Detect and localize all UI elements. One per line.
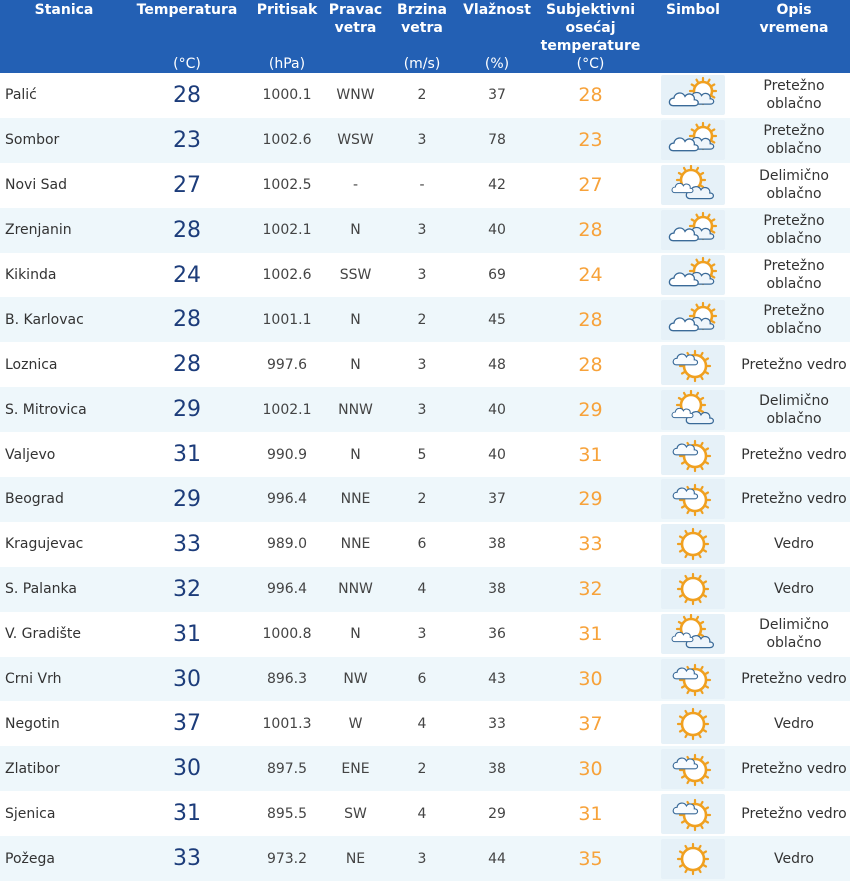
temperature-value: 28	[173, 307, 201, 333]
weather-description-line2: oblačno	[766, 276, 822, 292]
header-temperature	[128, 0, 246, 73]
header-description-line1: Opis	[776, 2, 812, 18]
temperature-value: 31	[173, 801, 201, 827]
station-name: Sjenica	[5, 805, 56, 822]
weather-description-line2: oblačno	[766, 141, 822, 158]
pressure-value: 989.0	[266, 536, 308, 553]
pressure-value: 996.4	[266, 491, 308, 508]
pressure-value: 1001.3	[262, 715, 312, 732]
header-pressure-unit: (hPa)	[268, 56, 306, 72]
header-wind-direction-line1: Pravac	[328, 2, 383, 18]
header-humidity	[461, 0, 533, 73]
feels-like-value: 27	[578, 174, 603, 197]
weather-description-line1: Vedro	[773, 581, 814, 598]
humidity-value: 38	[488, 536, 506, 553]
feels-like-value: 37	[578, 712, 603, 735]
station-name: B. Karlovac	[5, 311, 84, 328]
weather-description-line1: Pretežno vedro	[741, 671, 847, 688]
feels-like-value: 31	[578, 623, 603, 646]
wind-speed-value: 3	[417, 222, 427, 239]
pressure-value: 1001.1	[262, 311, 312, 328]
temperature-value: 31	[173, 442, 201, 468]
header-wind-speed-unit: (m/s)	[403, 56, 441, 72]
mostly-cloudy-icon	[661, 120, 725, 160]
wind-speed-value: 2	[417, 87, 427, 104]
weather-description	[738, 567, 850, 612]
weather-symbol-cell	[648, 612, 738, 657]
wind-direction-value: N	[350, 446, 361, 463]
wind-direction-value: N	[350, 356, 361, 373]
humidity-value: 36	[488, 626, 506, 643]
humidity-value: 40	[488, 222, 506, 239]
humidity-value: 38	[488, 760, 506, 777]
pressure-value: 996.4	[266, 581, 308, 598]
weather-description-line1: Pretežno	[763, 123, 825, 140]
header-station-label: Stanica	[34, 2, 94, 18]
header-feels-like	[533, 0, 648, 73]
wind-speed-value: 3	[417, 267, 427, 283]
mostly-clear-icon	[661, 794, 725, 834]
weather-description	[738, 118, 850, 163]
wind-direction-value: NNW	[338, 581, 373, 598]
wind-direction-value: NNE	[340, 491, 371, 508]
weather-symbol-cell	[648, 342, 738, 387]
table-row	[0, 836, 850, 881]
table-row	[0, 612, 850, 657]
weather-symbol-cell	[648, 791, 738, 836]
wind-direction-value: N	[350, 222, 361, 239]
station-name: Palić	[5, 87, 37, 104]
feels-like-value: 32	[578, 578, 603, 601]
wind-speed-value: 5	[417, 446, 427, 463]
pressure-value: 897.5	[266, 760, 308, 777]
weather-description	[738, 297, 850, 342]
table-row	[0, 432, 850, 477]
header-pressure-label: Pritisak	[256, 2, 318, 18]
humidity-value: 78	[488, 132, 506, 149]
wind-speed-value: 2	[417, 760, 427, 777]
weather-description-line1: Vedro	[773, 715, 814, 732]
weather-symbol-cell	[648, 567, 738, 612]
station-name: Beograd	[5, 491, 64, 508]
pressure-value: 1002.6	[262, 267, 312, 283]
wind-direction-value: -	[352, 177, 359, 194]
wind-speed-value: 2	[417, 491, 427, 508]
humidity-value: 42	[488, 177, 506, 194]
weather-description	[738, 387, 850, 432]
temperature-value: 33	[173, 846, 201, 872]
table-body	[0, 73, 850, 881]
station-name: S. Mitrovica	[5, 401, 87, 418]
wind-direction-value: SSW	[339, 267, 372, 283]
weather-description-line2: oblačno	[766, 231, 822, 248]
weather-description-line2: oblačno	[766, 186, 822, 203]
pressure-value: 1002.5	[262, 177, 312, 194]
header-feels-like-line2: osećaj	[565, 20, 616, 36]
wind-direction-value: NE	[345, 850, 366, 867]
weather-description	[738, 522, 850, 567]
feels-like-value: 29	[578, 398, 603, 421]
mostly-cloudy-icon	[661, 255, 725, 295]
humidity-value: 33	[488, 715, 506, 732]
humidity-value: 37	[488, 491, 506, 508]
weather-description	[738, 612, 850, 657]
temperature-value: 32	[173, 576, 201, 602]
weather-symbol-cell	[648, 432, 738, 477]
header-wind-speed-line2: vetra	[401, 20, 443, 36]
wind-speed-value: 3	[417, 356, 427, 373]
header-feels-like-unit: (°C)	[576, 56, 605, 72]
weather-symbol-cell	[648, 118, 738, 163]
table-row	[0, 118, 850, 163]
pressure-value: 973.2	[266, 850, 308, 867]
weather-description-line1: Delimično	[759, 168, 829, 185]
feels-like-value: 23	[578, 129, 603, 152]
table-row	[0, 701, 850, 746]
weather-symbol-cell	[648, 746, 738, 791]
table-row	[0, 567, 850, 612]
weather-description-line1: Delimično	[759, 392, 829, 409]
wind-direction-value: ENE	[341, 760, 370, 777]
weather-symbol-cell	[648, 522, 738, 567]
wind-direction-value: WSW	[337, 132, 374, 149]
table-row	[0, 73, 850, 118]
header-feels-like-line3: temperature	[540, 38, 641, 54]
temperature-value: 28	[173, 352, 201, 378]
weather-symbol-cell	[648, 297, 738, 342]
feels-like-value: 35	[578, 847, 603, 870]
feels-like-value: 28	[578, 308, 603, 331]
humidity-value: 40	[488, 401, 506, 418]
header-description-line2: vremena	[759, 20, 829, 36]
weather-symbol-cell	[648, 163, 738, 208]
weather-description-line1: Pretežno vedro	[741, 805, 847, 822]
station-name: Loznica	[5, 356, 58, 373]
station-name: Negotin	[5, 715, 60, 732]
table-row	[0, 657, 850, 702]
humidity-value: 48	[488, 356, 506, 373]
temperature-value: 29	[173, 486, 201, 512]
wind-speed-value: 3	[417, 626, 427, 643]
header-humidity-unit: (%)	[484, 56, 510, 72]
station-name: S. Palanka	[5, 581, 77, 598]
weather-description-line2: oblačno	[766, 320, 822, 337]
station-name: Zlatibor	[5, 760, 60, 777]
header-wind-direction-line2: vetra	[334, 20, 377, 36]
table-row	[0, 208, 850, 253]
header-description-label	[738, 1, 850, 37]
pressure-value: 990.9	[266, 446, 308, 463]
table-row	[0, 791, 850, 836]
wind-direction-value: WNW	[336, 87, 375, 104]
sun-icon	[661, 704, 725, 744]
wind-speed-value: 2	[417, 311, 427, 328]
mostly-clear-icon	[661, 749, 725, 789]
station-name: Zrenjanin	[5, 222, 72, 239]
temperature-value: 30	[173, 666, 201, 692]
temperature-value: 33	[173, 531, 201, 557]
sun-icon	[661, 569, 725, 609]
header-wind-speed	[383, 0, 461, 73]
weather-symbol-cell	[648, 477, 738, 522]
feels-like-value: 28	[578, 353, 603, 376]
header-wind-direction-label	[328, 1, 383, 37]
header-feels-like-line1: Subjektivni	[545, 2, 636, 18]
humidity-value: 29	[488, 805, 506, 822]
header-temperature-label: Temperatura	[136, 2, 238, 18]
header-station	[0, 0, 128, 73]
mostly-cloudy-icon	[661, 210, 725, 250]
wind-direction-value: W	[348, 715, 363, 732]
weather-description	[738, 163, 850, 208]
weather-description	[738, 657, 850, 702]
header-wind-direction	[328, 0, 383, 73]
pressure-value: 1002.1	[262, 401, 312, 418]
weather-symbol-cell	[648, 73, 738, 118]
weather-symbol-cell	[648, 253, 738, 298]
station-name: Sombor	[5, 132, 60, 149]
wind-direction-value: NNE	[340, 536, 371, 553]
feels-like-value: 28	[578, 219, 603, 242]
pressure-value: 895.5	[266, 805, 308, 822]
header-symbol-label: Simbol	[666, 2, 720, 18]
table-header-row	[0, 0, 850, 73]
weather-description-line1: Pretežno vedro	[741, 356, 847, 373]
temperature-value: 28	[173, 217, 201, 243]
table-row	[0, 253, 850, 298]
weather-description-line1: Pretežno	[763, 258, 825, 274]
wind-speed-value: -	[419, 177, 425, 194]
partly-cloudy-icon	[661, 390, 725, 430]
weather-description-line1: Vedro	[773, 850, 814, 867]
weather-description-line1: Pretežno vedro	[741, 446, 847, 463]
temperature-value: 31	[173, 621, 201, 647]
weather-description	[738, 791, 850, 836]
weather-description-line1: Pretežno	[763, 302, 825, 319]
humidity-value: 69	[488, 267, 506, 283]
weather-description	[738, 701, 850, 746]
weather-symbol-cell	[648, 836, 738, 881]
table-row	[0, 163, 850, 208]
humidity-value: 37	[488, 87, 506, 104]
weather-description-line1: Pretežno	[763, 213, 825, 230]
weather-description-line2: oblačno	[766, 635, 822, 652]
wind-direction-value: N	[350, 311, 361, 328]
weather-description	[738, 253, 850, 298]
pressure-value: 997.6	[266, 356, 308, 373]
weather-description	[738, 208, 850, 253]
table-row	[0, 342, 850, 387]
table-row	[0, 477, 850, 522]
weather-description	[738, 73, 850, 118]
weather-description-line1: Pretežno vedro	[741, 491, 847, 508]
table-row	[0, 746, 850, 791]
wind-speed-value: 3	[417, 132, 427, 149]
weather-symbol-cell	[648, 208, 738, 253]
mostly-clear-icon	[661, 659, 725, 699]
station-name: Kikinda	[5, 267, 57, 283]
pressure-value: 1002.6	[262, 132, 312, 149]
wind-direction-value: N	[350, 626, 361, 643]
feels-like-value: 33	[578, 533, 603, 556]
weather-symbol-cell	[648, 701, 738, 746]
weather-description	[738, 477, 850, 522]
temperature-value: 27	[173, 172, 201, 198]
humidity-value: 40	[488, 446, 506, 463]
weather-symbol-cell	[648, 387, 738, 432]
wind-direction-value: NW	[343, 671, 368, 688]
header-wind-speed-label	[383, 1, 461, 37]
humidity-value: 43	[488, 671, 506, 688]
weather-description-line1: Pretežno vedro	[741, 760, 847, 777]
partly-cloudy-icon	[661, 614, 725, 654]
wind-speed-value: 3	[417, 850, 427, 867]
weather-description-line1: Pretežno	[763, 78, 825, 95]
weather-description-line2: oblačno	[766, 410, 822, 427]
pressure-value: 1000.8	[262, 626, 312, 643]
sun-icon	[661, 524, 725, 564]
weather-description-line1: Vedro	[773, 536, 814, 553]
weather-description-line2: oblačno	[766, 96, 822, 113]
pressure-value: 1000.1	[262, 87, 312, 104]
mostly-cloudy-icon	[661, 300, 725, 340]
feels-like-value: 24	[578, 264, 603, 286]
wind-speed-value: 6	[417, 671, 427, 688]
feels-like-value: 31	[578, 802, 603, 825]
humidity-value: 45	[488, 311, 506, 328]
header-pressure	[246, 0, 328, 73]
wind-speed-value: 4	[417, 715, 427, 732]
station-name: Valjevo	[5, 446, 56, 463]
weather-description	[738, 836, 850, 881]
wind-speed-value: 4	[417, 581, 427, 598]
mostly-cloudy-icon	[661, 75, 725, 115]
temperature-value: 23	[173, 127, 201, 153]
feels-like-value: 28	[578, 84, 603, 107]
station-name: Požega	[5, 850, 55, 867]
pressure-value: 896.3	[266, 671, 308, 688]
header-feels-like-label	[533, 1, 648, 55]
pressure-value: 1002.1	[262, 222, 312, 239]
wind-speed-value: 6	[417, 536, 427, 553]
temperature-value: 28	[173, 82, 201, 108]
weather-description	[738, 746, 850, 791]
header-description	[738, 0, 850, 73]
table-row	[0, 297, 850, 342]
sun-icon	[661, 839, 725, 879]
temperature-value: 37	[173, 711, 201, 737]
temperature-value: 30	[173, 756, 201, 782]
mostly-clear-icon	[661, 479, 725, 519]
station-name: Novi Sad	[5, 177, 68, 194]
weather-description	[738, 342, 850, 387]
partly-cloudy-icon	[661, 165, 725, 205]
weather-symbol-cell	[648, 657, 738, 702]
feels-like-value: 31	[578, 443, 603, 466]
station-name: V. Gradište	[5, 626, 82, 643]
weather-description-line1: Delimično	[759, 617, 829, 634]
humidity-value: 44	[488, 850, 506, 867]
feels-like-value: 30	[578, 668, 603, 691]
temperature-value: 24	[173, 262, 201, 288]
temperature-value: 29	[173, 397, 201, 423]
wind-speed-value: 3	[417, 401, 427, 418]
feels-like-value: 29	[578, 488, 603, 511]
feels-like-value: 30	[578, 757, 603, 780]
header-wind-speed-line1: Brzina	[397, 2, 447, 18]
header-humidity-label: Vlažnost	[463, 2, 531, 18]
weather-description	[738, 432, 850, 477]
header-symbol	[648, 0, 738, 73]
wind-speed-value: 4	[417, 805, 427, 822]
station-name: Kragujevac	[5, 536, 84, 553]
table-row	[0, 522, 850, 567]
mostly-clear-icon	[661, 345, 725, 385]
humidity-value: 38	[488, 581, 506, 598]
mostly-clear-icon	[661, 435, 725, 475]
wind-direction-value: NNW	[338, 401, 373, 418]
wind-direction-value: SW	[344, 805, 367, 822]
table-row	[0, 387, 850, 432]
station-name: Crni Vrh	[5, 671, 62, 688]
header-temperature-unit: (°C)	[173, 56, 201, 72]
